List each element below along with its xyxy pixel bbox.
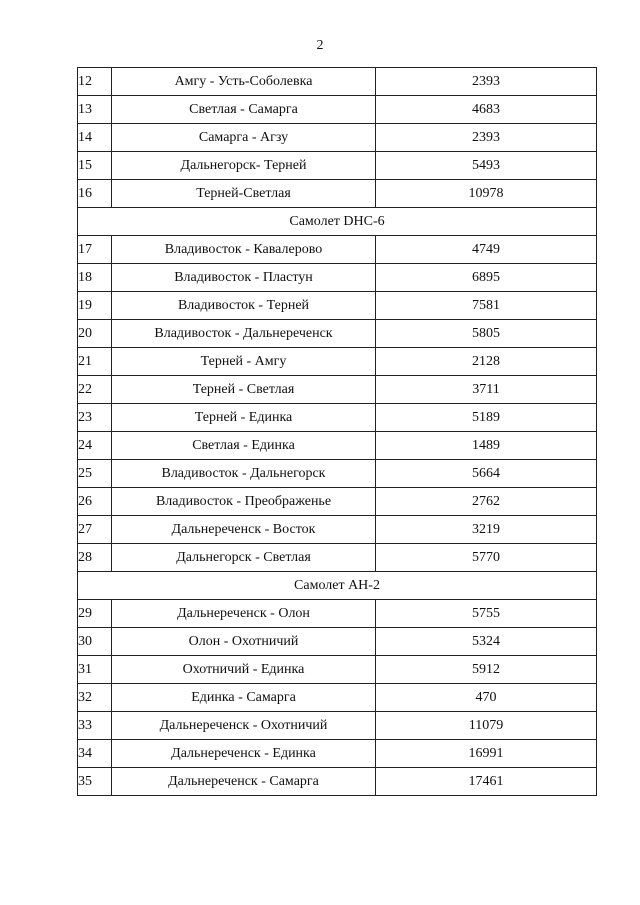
row-number: 19	[78, 292, 112, 320]
route-name: Терней - Амгу	[112, 348, 376, 376]
row-number: 13	[78, 96, 112, 124]
table-row	[78, 236, 597, 264]
route-value: 5805	[376, 320, 597, 348]
table-row	[78, 432, 597, 460]
row-number: 29	[78, 600, 112, 628]
row-number: 16	[78, 180, 112, 208]
table-row	[78, 516, 597, 544]
table-row	[78, 264, 597, 292]
route-value: 2393	[376, 68, 597, 96]
table-row	[78, 96, 597, 124]
row-number: 34	[78, 740, 112, 768]
route-value: 5912	[376, 656, 597, 684]
route-name: Единка - Самарга	[112, 684, 376, 712]
row-number: 17	[78, 236, 112, 264]
row-number: 18	[78, 264, 112, 292]
route-value: 5324	[376, 628, 597, 656]
route-value: 2128	[376, 348, 597, 376]
route-name: Владивосток - Пластун	[112, 264, 376, 292]
table-row	[78, 488, 597, 516]
table-row	[78, 68, 597, 96]
route-name: Владивосток - Дальнегорск	[112, 460, 376, 488]
table-row	[78, 404, 597, 432]
routes-table	[77, 67, 597, 796]
route-value: 17461	[376, 768, 597, 796]
route-name: Дальнереченск - Восток	[112, 516, 376, 544]
route-name: Владивосток - Преображенье	[112, 488, 376, 516]
route-value: 2762	[376, 488, 597, 516]
route-value: 3711	[376, 376, 597, 404]
row-number: 26	[78, 488, 112, 516]
row-number: 14	[78, 124, 112, 152]
route-name: Дальнереченск - Охотничий	[112, 712, 376, 740]
table-row	[78, 684, 597, 712]
table-row	[78, 600, 597, 628]
route-name: Охотничий - Единка	[112, 656, 376, 684]
route-name: Дальнереченск - Самарга	[112, 768, 376, 796]
route-value: 2393	[376, 124, 597, 152]
row-number: 24	[78, 432, 112, 460]
route-name: Терней - Единка	[112, 404, 376, 432]
row-number: 35	[78, 768, 112, 796]
route-value: 16991	[376, 740, 597, 768]
section-header-row	[78, 572, 597, 600]
table-row	[78, 348, 597, 376]
route-name: Дальнереченск - Единка	[112, 740, 376, 768]
route-name: Олон - Охотничий	[112, 628, 376, 656]
table-row	[78, 124, 597, 152]
route-name: Владивосток - Терней	[112, 292, 376, 320]
table-row	[78, 152, 597, 180]
route-name: Самарга - Агзу	[112, 124, 376, 152]
route-name: Светлая - Самарга	[112, 96, 376, 124]
table-row	[78, 740, 597, 768]
row-number: 30	[78, 628, 112, 656]
row-number: 21	[78, 348, 112, 376]
page-number: 2	[316, 38, 324, 53]
route-value: 5770	[376, 544, 597, 572]
row-number: 32	[78, 684, 112, 712]
table-row	[78, 628, 597, 656]
table-row	[78, 180, 597, 208]
row-number: 33	[78, 712, 112, 740]
row-number: 15	[78, 152, 112, 180]
table-row	[78, 768, 597, 796]
route-name: Дальнегорск- Терней	[112, 152, 376, 180]
table-row	[78, 320, 597, 348]
row-number: 31	[78, 656, 112, 684]
route-value: 1489	[376, 432, 597, 460]
route-value: 5755	[376, 600, 597, 628]
section-title: Самолет DHC-6	[78, 208, 597, 236]
table-row	[78, 544, 597, 572]
table-row	[78, 460, 597, 488]
table-row	[78, 712, 597, 740]
route-name: Дальнегорск - Светлая	[112, 544, 376, 572]
row-number: 27	[78, 516, 112, 544]
table-row	[78, 656, 597, 684]
route-value: 11079	[376, 712, 597, 740]
route-name: Терней-Светлая	[112, 180, 376, 208]
route-value: 6895	[376, 264, 597, 292]
table-row	[78, 292, 597, 320]
route-value: 4749	[376, 236, 597, 264]
route-value: 5664	[376, 460, 597, 488]
section-title: Самолет АН-2	[78, 572, 597, 600]
row-number: 20	[78, 320, 112, 348]
section-header-row	[78, 208, 597, 236]
row-number: 22	[78, 376, 112, 404]
route-value: 7581	[376, 292, 597, 320]
route-name: Дальнереченск - Олон	[112, 600, 376, 628]
route-name: Терней - Светлая	[112, 376, 376, 404]
route-value: 470	[376, 684, 597, 712]
route-name: Амгу - Усть-Соболевка	[112, 68, 376, 96]
route-value: 4683	[376, 96, 597, 124]
row-number: 12	[78, 68, 112, 96]
routes-table-body	[78, 68, 597, 796]
route-name: Владивосток - Дальнереченск	[112, 320, 376, 348]
row-number: 25	[78, 460, 112, 488]
route-value: 5493	[376, 152, 597, 180]
row-number: 28	[78, 544, 112, 572]
route-value: 5189	[376, 404, 597, 432]
row-number: 23	[78, 404, 112, 432]
route-name: Светлая - Единка	[112, 432, 376, 460]
route-value: 10978	[376, 180, 597, 208]
route-value: 3219	[376, 516, 597, 544]
route-name: Владивосток - Кавалерово	[112, 236, 376, 264]
table-row	[78, 376, 597, 404]
